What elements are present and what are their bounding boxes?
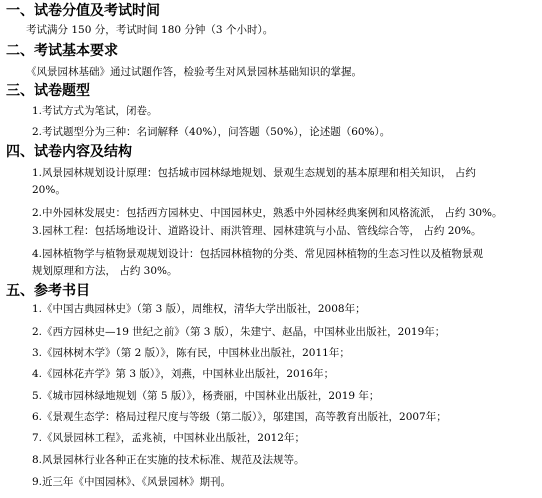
reference-item-7: 7.《风景园林工程》，孟兆祯，中国林业出版社，2012年； <box>32 432 305 444</box>
question-types-item-1: 1.考试方式为笔试，闭卷。 <box>32 105 158 117</box>
section-title-basic-requirements: 二、考试基本要求 <box>6 43 118 59</box>
reference-item-9: 9.近三年《中国园林》、《风景园林》期刊。 <box>32 476 232 488</box>
content-item-4-line-2: 规划原理和方法， 占约 30%。 <box>32 265 178 277</box>
section-title-score-time: 一、试卷分值及考试时间 <box>6 3 160 19</box>
reference-item-1: 1.《中国古典园林史》（第 3 版），周维权，清华大学出版社，2008年； <box>32 303 366 315</box>
content-item-3: 3.园林工程：包括场地设计、道路设计、雨洪管理、园林建筑与小品、管线综合等， 占约 20%。 <box>32 225 482 237</box>
section-title-references: 五、参考书目 <box>6 283 90 299</box>
section-title-content-structure: 四、试卷内容及结构 <box>6 144 132 160</box>
reference-item-3: 3.《园林树木学》（第 2 版）》，陈有民，中国林业出版社，2011年； <box>32 347 350 359</box>
question-types-item-2: 2.考试题型分为三种：名词解释（40%），问答题（50%），论述题（60%）。 <box>32 126 391 138</box>
content-item-1-line-2: 20%。 <box>32 184 66 196</box>
reference-item-4: 4.《园林花卉学》第 3 版）》，刘燕，中国林业出版社，2016年； <box>32 368 335 380</box>
content-item-4-line-1: 4.园林植物学与植物景观规划设计：包括园林植物的分类、常见园林植物的生态习性以及植物景观 <box>32 248 484 260</box>
reference-item-8: 8.风景园林行业各种正在实施的技术标准、规范及法规等。 <box>32 454 305 466</box>
basic-requirements-text: 《风景园林基础》通过试题作答，检验考生对风景园林基础知识的掌握。 <box>26 66 362 78</box>
content-item-1-line-1: 1.风景园林规划设计原理：包括城市园林绿地规划、景观生态规划的基本原理和相关知识， 占约 <box>32 167 476 179</box>
reference-item-6: 6.《景观生态学：格局过程尺度与等级（第二版）》，邬建国，高等教育出版社，2007年； <box>32 411 447 423</box>
reference-item-5: 5.《城市园林绿地规划（第 5 版）》，杨赉丽，中国林业出版社，2019 年； <box>32 390 380 402</box>
reference-item-2: 2.《西方园林史—19 世纪之前》（第 3 版），朱建宁、赵晶，中国林业出版社，2019年； <box>32 326 446 338</box>
section-title-question-types: 三、试卷题型 <box>6 83 90 99</box>
content-item-2: 2.中外园林发展史：包括西方园林史、中国园林史，熟悉中外园林经典案例和风格流派， 占约 30%。 <box>32 207 503 219</box>
score-time-text: 考试满分 150 分，考试时间 180 分钟（3 个小时）。 <box>26 24 274 36</box>
